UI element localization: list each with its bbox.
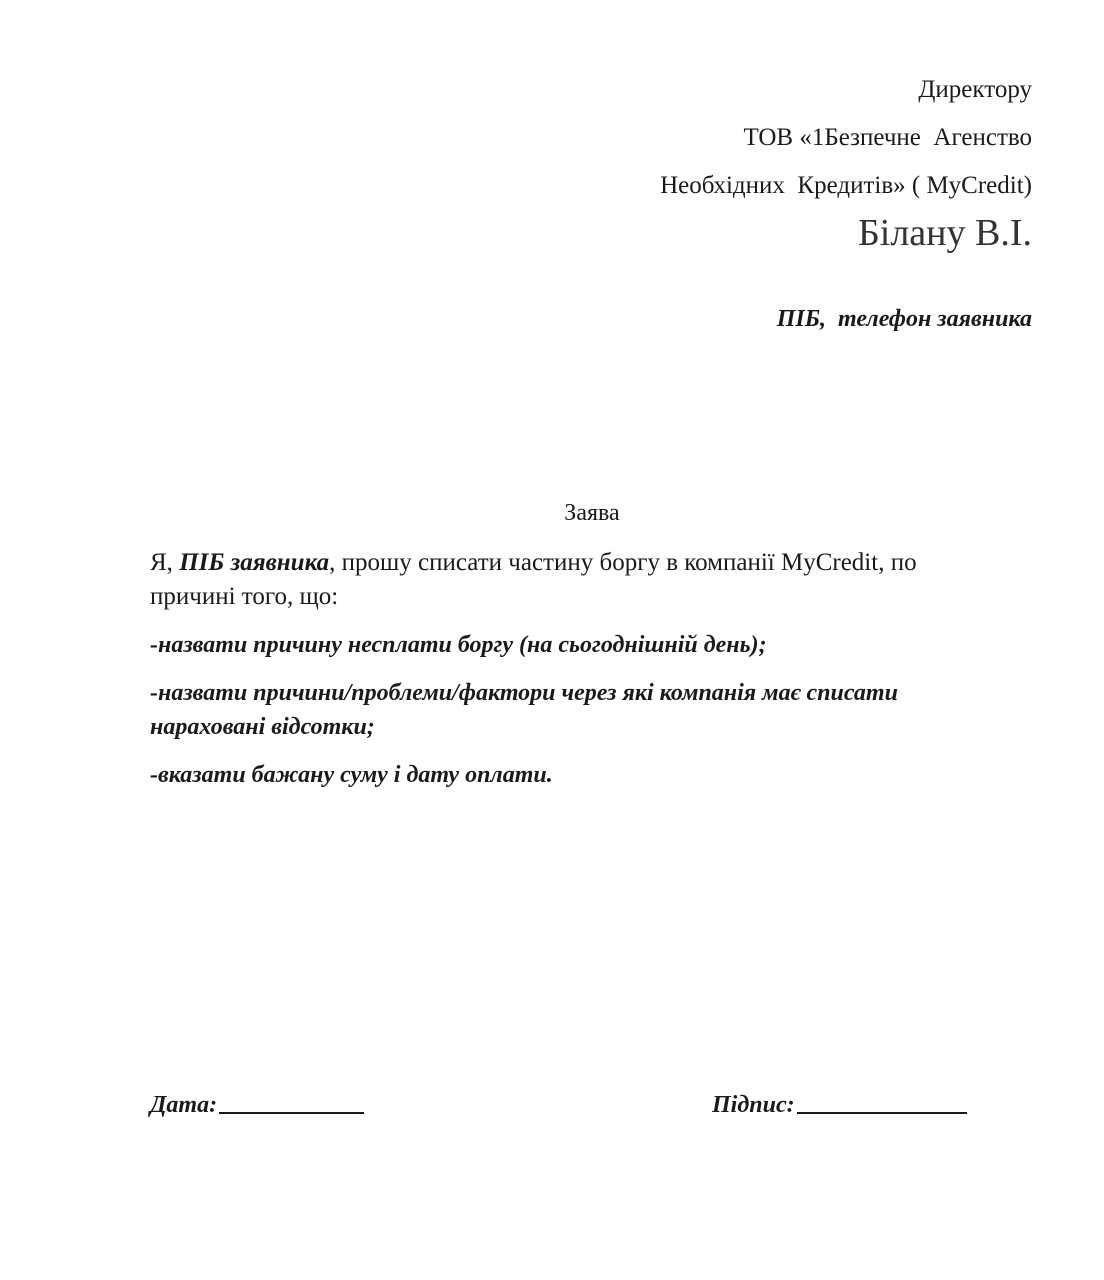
addressee-company-line-2: Необхідних Кредитів» ( MyCredit) <box>660 172 1032 199</box>
statement-intro <box>150 546 990 614</box>
addressee-block <box>432 66 1032 256</box>
statement-item: -назвати причини/проблеми/фактори через які компанія має списати нараховані відсотки; <box>150 680 898 740</box>
date-label: Дата: <box>150 1092 218 1118</box>
date-blank-line <box>219 1112 364 1114</box>
intro-applicant-name: ПІБ заявника <box>179 549 330 576</box>
signature-field <box>712 1092 967 1119</box>
signature-row <box>0 1092 1104 1132</box>
applicant-placeholder: ПІБ, телефон заявника <box>776 306 1032 332</box>
intro-start: Я, <box>150 549 180 576</box>
addressee-name: Білану В.І. <box>857 212 1032 254</box>
statement-item: -вказати бажану суму і дату оплати. <box>150 762 553 788</box>
intro-rest: , прошу списати частину боргу в компанії MyCredit, по причині того, що: <box>150 549 917 610</box>
document-title: Заява <box>564 500 620 526</box>
addressee-position: Директору <box>918 76 1032 103</box>
addressee-company-line-1: ТОВ «1Безпечне Агенство <box>743 124 1032 151</box>
statement-item: -назвати причину несплати боргу (на сьогоднішній день); <box>150 632 767 658</box>
signature-blank-line <box>797 1112 967 1114</box>
statement-body <box>150 546 990 792</box>
signature-label: Підпис: <box>712 1092 795 1118</box>
date-field <box>150 1092 364 1119</box>
